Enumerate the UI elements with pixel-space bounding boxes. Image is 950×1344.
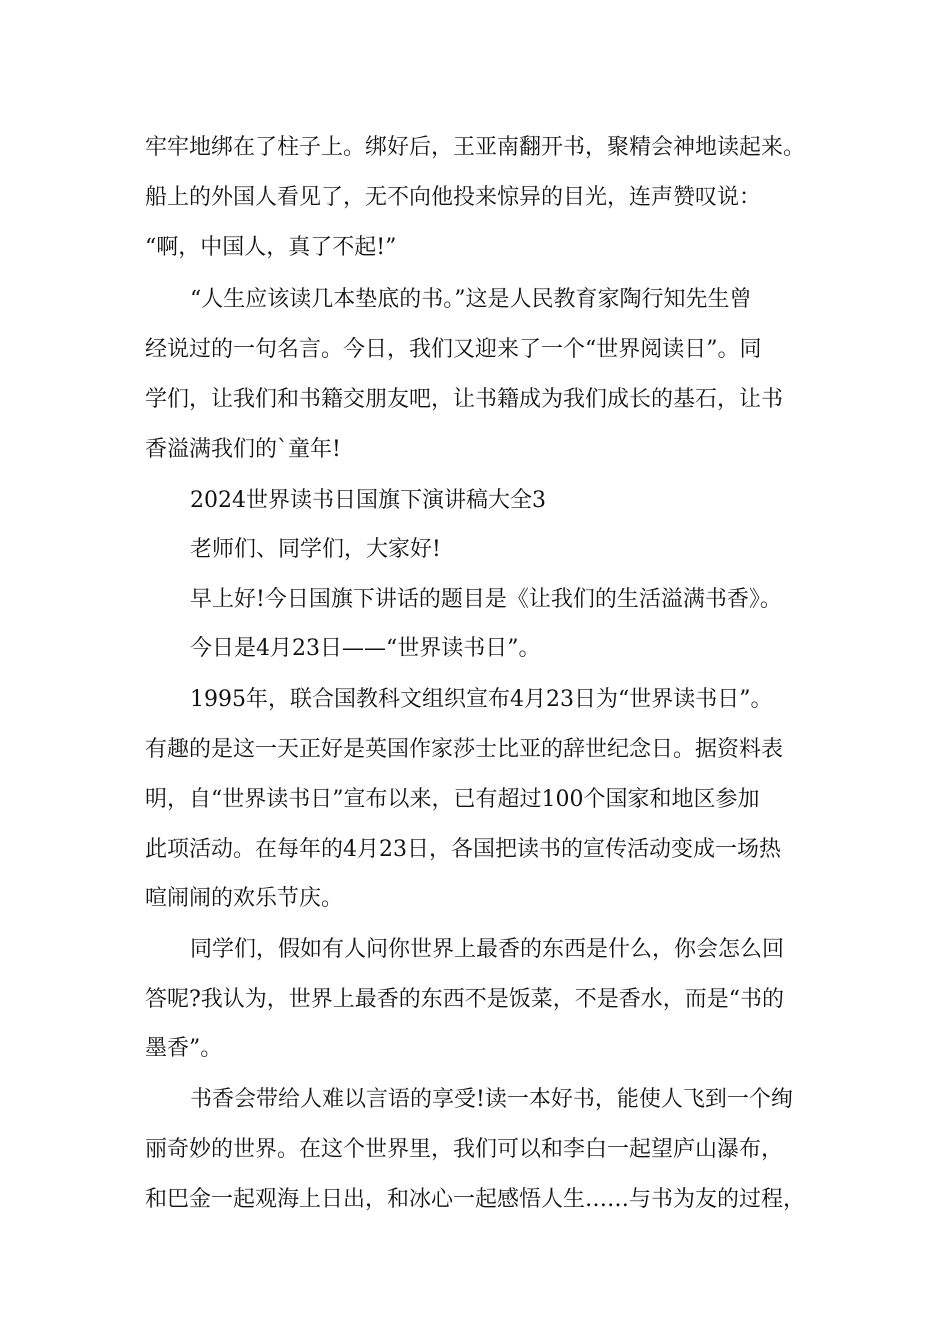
text-line-19: 墨香”。 bbox=[145, 1036, 223, 1061]
text-line-22: 和巴金一起观海上日出，和冰心一起感悟人生……与书为友的过程， bbox=[145, 1187, 806, 1212]
text-line-5: 经说过的一句名言。今日，我们又迎来了一个“世界阅读日”。同 bbox=[145, 337, 762, 362]
text-line-9: 老师们、同学们，大家好! bbox=[190, 537, 441, 562]
text-line-2: 船上的外国人看见了，无不向他投来惊异的目光，连声赞叹说： bbox=[145, 185, 762, 210]
text-line-14: 明，自“世界读书日”宣布以来，已有超过100个国家和地区参加 bbox=[145, 787, 760, 812]
text-line-7: 香溢满我们的`童年! bbox=[145, 437, 341, 462]
text-line-1: 牢牢地绑在了柱子上。绑好后，王亚南翻开书，聚精会神地读起来。 bbox=[145, 135, 806, 160]
text-line-16: 喧闹闹的欢乐节庆。 bbox=[145, 886, 344, 911]
text-line-15: 此项活动。在每年的4月23日，各国把读书的宣传活动变成一场热 bbox=[145, 837, 781, 862]
text-line-18: 答呢?我认为，世界上最香的东西不是饭菜，不是香水，而是“书的 bbox=[145, 987, 785, 1012]
text-line-13: 有趣的是这一天正好是英国作家莎士比亚的辞世纪念日。据资料表 bbox=[145, 737, 784, 762]
text-line-17: 同学们，假如有人问你世界上最香的东西是什么，你会怎么回 bbox=[190, 937, 785, 962]
text-line-3: “啊，中国人，真了不起!” bbox=[145, 235, 397, 260]
text-line-6: 学们，让我们和书籍交朋友吧，让书籍成为我们成长的基石，让书 bbox=[145, 387, 784, 412]
text-line-10: 早上好!今日国旗下讲话的题目是《让我们的生活溢满书香》。 bbox=[190, 587, 782, 612]
text-line-4: “人生应该读几本垫底的书。”这是人民教育家陶行知先生曾 bbox=[190, 287, 752, 312]
text-line-20: 书香会带给人难以言语的享受!读一本好书，能使人飞到一个绚 bbox=[190, 1087, 793, 1112]
text-line-11: 今日是4月23日——“世界读书日”。 bbox=[190, 636, 541, 661]
text-line-12: 1995年，联合国教科文组织宣布4月23日为“世界读书日”。 bbox=[190, 687, 773, 712]
text-line-21: 丽奇妙的世界。在这个世界里，我们可以和李白一起望庐山瀑布， bbox=[145, 1137, 784, 1162]
section-heading: 2024世界读书日国旗下演讲稿大全3 bbox=[190, 488, 546, 513]
